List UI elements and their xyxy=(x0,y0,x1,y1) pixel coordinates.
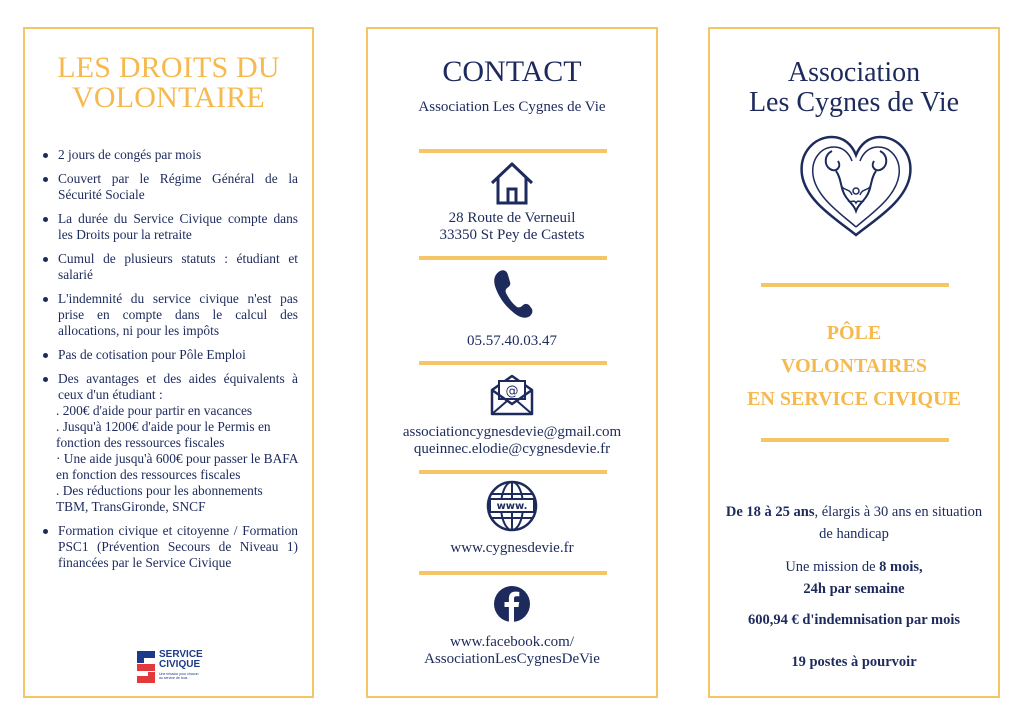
benefit-subitem: . Jusqu'à 1200€ d'aide pour le Permis en fonction des ressources fiscales xyxy=(56,419,271,450)
email-link-secondary[interactable]: queinnec.elodie@cygnesdevie.fr xyxy=(413,441,611,457)
age-range: De 18 à 25 ans xyxy=(725,504,815,520)
service-civique-logo xyxy=(135,649,205,687)
age-requirement xyxy=(724,501,984,545)
age-extension: , élargis à 30 ans en situation de handicap xyxy=(814,504,983,542)
rights-item: 2 jours de congés par mois xyxy=(39,147,298,163)
contact-subtitle: Association Les Cygnes de Vie xyxy=(418,99,606,115)
pole-heading xyxy=(710,317,998,416)
rights-item: Formation civique et citoyenne / Formation PSC1 (Prévention Secours de Niveau 1) financées par le Service Civique xyxy=(39,523,298,571)
allowance: 600,94 € d'indemnisation par mois xyxy=(747,612,961,628)
rights-title-line1: LES DROITS DU xyxy=(57,51,280,84)
cover-panel xyxy=(708,27,1000,698)
mission-months: 8 mois, xyxy=(879,559,923,575)
benefits-intro: Des avantages et des aides équivalents à ceux d'un étudiant : xyxy=(58,371,298,402)
email-link-primary[interactable]: associationcygnesdevie@gmail.com xyxy=(402,424,622,440)
service-civique-mark-icon xyxy=(135,649,157,685)
rights-list xyxy=(39,147,298,579)
divider xyxy=(419,571,607,575)
swan-heart-logo-icon xyxy=(796,131,916,241)
home-icon xyxy=(368,159,656,212)
benefit-subitem: . Des réductions pour les abonnements TBM, TransGironde, SNCF xyxy=(56,483,263,514)
contact-panel xyxy=(366,27,658,698)
divider xyxy=(419,149,607,153)
pole-line1: PÔLE xyxy=(826,322,882,344)
mission-hours: 24h par semaine xyxy=(803,581,905,597)
logo-tagline: Une mission pour chacun au service de tous xyxy=(159,672,199,680)
facebook-link[interactable] xyxy=(368,634,656,668)
rights-item-benefits xyxy=(39,371,298,515)
rights-item: Pas de cotisation pour Pôle Emploi xyxy=(39,347,298,363)
contact-title: CONTACT xyxy=(442,55,582,88)
pole-line2: VOLONTAIRES xyxy=(781,355,927,377)
facebook-line1: www.facebook.com/ xyxy=(450,634,574,650)
address xyxy=(368,210,656,244)
association-title-line1: Association xyxy=(787,57,921,88)
pole-line3: EN SERVICE CIVIQUE xyxy=(747,388,961,410)
globe-icon xyxy=(368,480,656,537)
logo-line2: CIVIQUE xyxy=(159,659,201,670)
rights-item: La durée du Service Civique compte dans les Droits pour la retraite xyxy=(39,211,298,243)
facebook-line2: AssociationLesCygnesDeVie xyxy=(424,651,600,667)
mission-prefix: Une mission de xyxy=(785,559,880,575)
phone-number[interactable]: 05.57.40.03.47 xyxy=(467,333,557,349)
divider xyxy=(419,256,607,260)
phone-icon xyxy=(368,267,656,324)
svg-text:@: @ xyxy=(505,384,519,399)
benefit-subitem: · Une aide jusqu'à 600€ pour passer le BAFA en fonction des ressources fiscales xyxy=(56,451,298,482)
benefit-subitem: . 200€ d'aide pour partir en vacances xyxy=(56,403,253,418)
address-line1: 28 Route de Verneuil xyxy=(448,210,576,226)
divider xyxy=(419,361,607,365)
association-title xyxy=(710,58,998,118)
globe-icon-text: www. xyxy=(496,501,528,512)
rights-item: Cumul de plusieurs statuts : étudiant et salarié xyxy=(39,251,298,283)
rights-title xyxy=(25,53,312,113)
divider xyxy=(761,438,949,442)
divider xyxy=(761,283,949,287)
mail-icon xyxy=(368,372,656,421)
facebook-icon[interactable] xyxy=(368,585,656,628)
website-link[interactable]: www.cygnesdevie.fr xyxy=(450,540,574,556)
rights-panel xyxy=(23,27,314,698)
open-positions: 19 postes à pourvoir xyxy=(791,654,917,670)
emails xyxy=(368,424,656,458)
rights-title-line2: VOLONTAIRE xyxy=(72,81,265,114)
logo-line1: SERVICE xyxy=(159,649,203,660)
address-line2: 33350 St Pey de Castets xyxy=(439,227,585,243)
mission-duration xyxy=(724,556,984,600)
rights-item: L'indemnité du service civique n'est pas prise en compte dans le calcul des allocations, ni pour les impôts xyxy=(39,291,298,339)
association-title-line2: Les Cygnes de Vie xyxy=(748,87,960,118)
rights-item: Couvert par le Régime Général de la Sécurité Sociale xyxy=(39,171,298,203)
divider xyxy=(419,470,607,474)
service-civique-wordmark xyxy=(159,650,203,670)
